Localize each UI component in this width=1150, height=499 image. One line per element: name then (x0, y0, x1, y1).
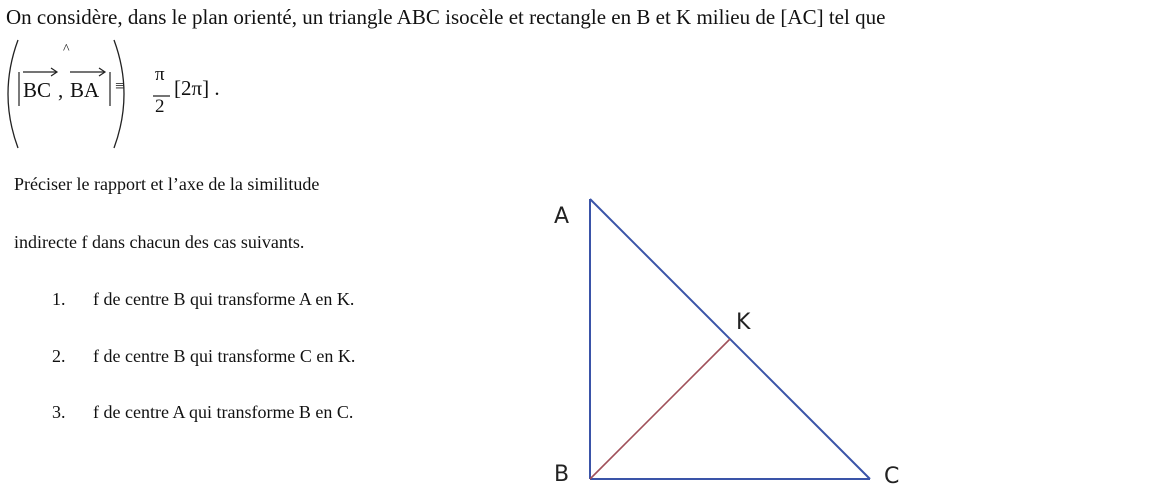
vector-bc: BC (23, 78, 52, 102)
vector-comma: , (58, 78, 64, 102)
vector-ba: BA (70, 78, 100, 102)
case-text: f de centre A qui transforme B en C. (93, 402, 354, 422)
vertex-label-c: C (884, 464, 900, 485)
modulus: [2π] . (174, 76, 220, 100)
case-text: f de centre B qui transforme A en K. (93, 289, 355, 309)
equiv-symbol: ≡ (115, 78, 125, 95)
angle-hat: ^ (63, 42, 70, 57)
question-line-1: Préciser le rapport et l’axe de la similitude (14, 174, 320, 194)
fraction-denominator: 2 (155, 96, 165, 117)
question-line-2: indirecte f dans chacun des cas suivants. (14, 232, 305, 252)
case-text: f de centre B qui transforme C en K. (93, 346, 356, 366)
vertex-label-k: K (736, 310, 751, 335)
case-number: 3. (52, 402, 66, 422)
problem-statement: On considère, dans le plan orienté, un triangle ABC isocèle et rectangle en B et K milieu de [AC] tel que (6, 5, 886, 29)
median-bk (590, 339, 730, 479)
triangle-diagram (540, 185, 920, 485)
triangle-figure (540, 185, 920, 485)
fraction-numerator: π (155, 64, 165, 85)
vertex-label-b: B (554, 462, 570, 485)
vertex-label-a: A (554, 204, 570, 229)
case-number: 2. (52, 346, 66, 366)
angle-formula (4, 38, 244, 150)
case-number: 1. (52, 289, 66, 309)
